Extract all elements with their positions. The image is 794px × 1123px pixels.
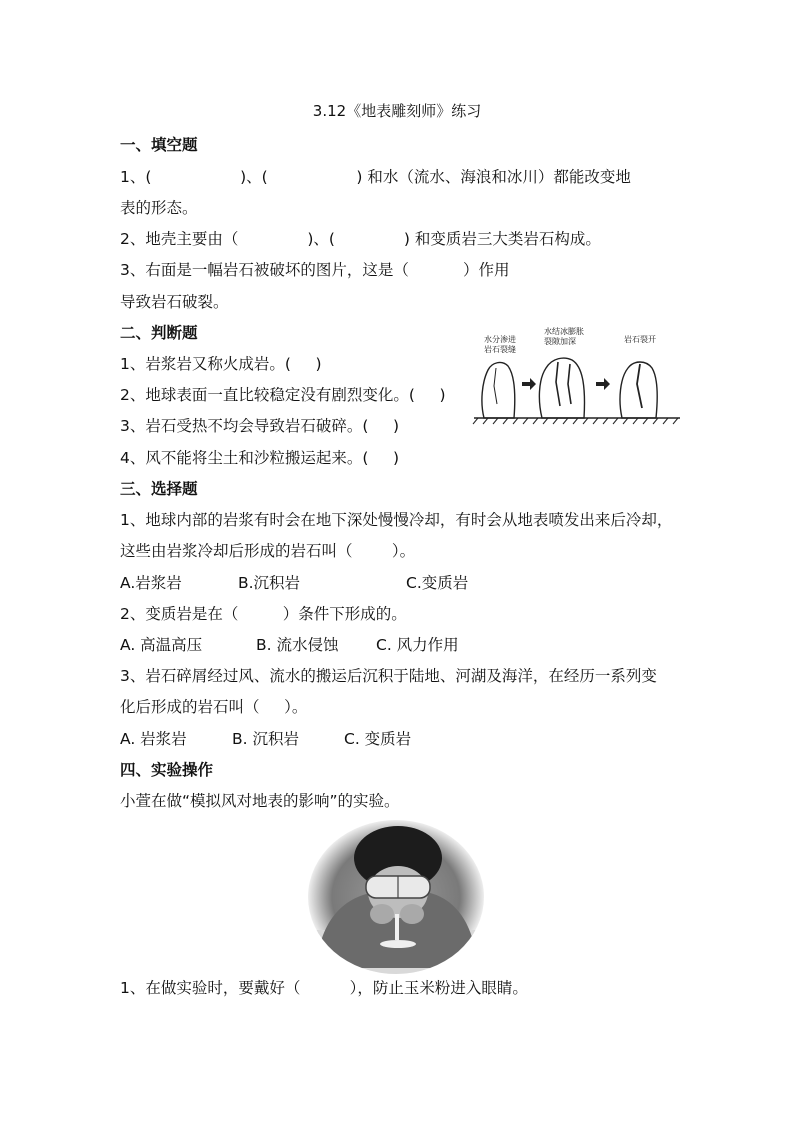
choice-q1-option-c: C.变质岩 — [406, 574, 469, 592]
figure-label-water-in-a: 水分渗进 — [484, 335, 516, 344]
judge-q3: 3、岩石受热不均会导致岩石破碎。( ) — [120, 417, 400, 435]
judge-q2: 2、地球表面一直比较稳定没有剧烈变化。( ) — [120, 386, 446, 404]
section-judge-heading: 二、判断题 — [120, 324, 198, 342]
fill-q1-line1: 1、( )、( ) 和水（流水、海浪和冰川）都能改变地 — [120, 168, 631, 186]
fill-q3-line1: 3、右面是一幅岩石被破坏的图片，这是（ ）作用 — [120, 261, 510, 279]
arrow-right-icon — [596, 378, 610, 390]
judge-q4: 4、风不能将尘土和沙粒搬运起来。( ) — [120, 449, 400, 467]
choice-q2-option-c: C. 风力作用 — [376, 636, 459, 654]
page-title: 3.12《地表雕刻师》练习 — [312, 102, 482, 120]
figure-label-crack: 岩石裂开 — [624, 335, 656, 344]
choice-q3-line1: 3、岩石碎屑经过风、流水的搬运后沉积于陆地、河湖及海洋，在经历一系列变 — [120, 667, 657, 685]
choice-q1-option-b: B.沉积岩 — [238, 574, 301, 592]
choice-q2: 2、变质岩是在（ ）条件下形成的。 — [120, 605, 407, 623]
fill-q2: 2、地壳主要由（ )、( ) 和变质岩三大类岩石构成。 — [120, 230, 601, 248]
choice-q2-option-a: A. 高温高压 — [120, 636, 203, 654]
rock-weathering-figure — [472, 322, 682, 432]
figure-label-water-in-b: 岩石裂缝 — [484, 345, 516, 354]
figure-label-ice-a: 水结冰膨胀 — [544, 327, 584, 336]
section-fill-blank-heading: 一、填空题 — [120, 136, 198, 154]
choice-q2-option-b: B. 流水侵蚀 — [256, 636, 339, 654]
choice-q1-line2: 这些由岩浆冷却后形成的岩石叫（ ）。 — [120, 542, 416, 560]
fill-q1-line2: 表的形态。 — [120, 199, 198, 217]
arrow-right-icon — [522, 378, 536, 390]
experiment-intro: 小萱在做“模拟风对地表的影响”的实验。 — [120, 792, 400, 810]
choice-q1-line1: 1、地球内部的岩浆有时会在地下深处慢慢冷却，有时会从地表喷发出来后冷却， — [120, 511, 673, 529]
choice-q3-option-b: B. 沉积岩 — [232, 730, 299, 748]
judge-q1: 1、岩浆岩又称火成岩。( ) — [120, 355, 322, 373]
fill-q3-line2: 导致岩石破裂。 — [120, 293, 229, 311]
choice-q1-option-a: A.岩浆岩 — [120, 574, 182, 592]
section-choice-heading: 三、选择题 — [120, 480, 198, 498]
choice-q3-line2: 化后形成的岩石叫（ ）。 — [120, 698, 308, 716]
figure-label-ice-b: 裂隙加深 — [544, 337, 576, 346]
experiment-q1: 1、在做实验时，要戴好（ ），防止玉米粉进入眼睛。 — [120, 979, 528, 997]
experiment-photo — [306, 818, 486, 976]
section-experiment-heading: 四、实验操作 — [120, 761, 214, 779]
choice-q3-option-a: A. 岩浆岩 — [120, 730, 187, 748]
choice-q3-option-c: C. 变质岩 — [344, 730, 412, 748]
